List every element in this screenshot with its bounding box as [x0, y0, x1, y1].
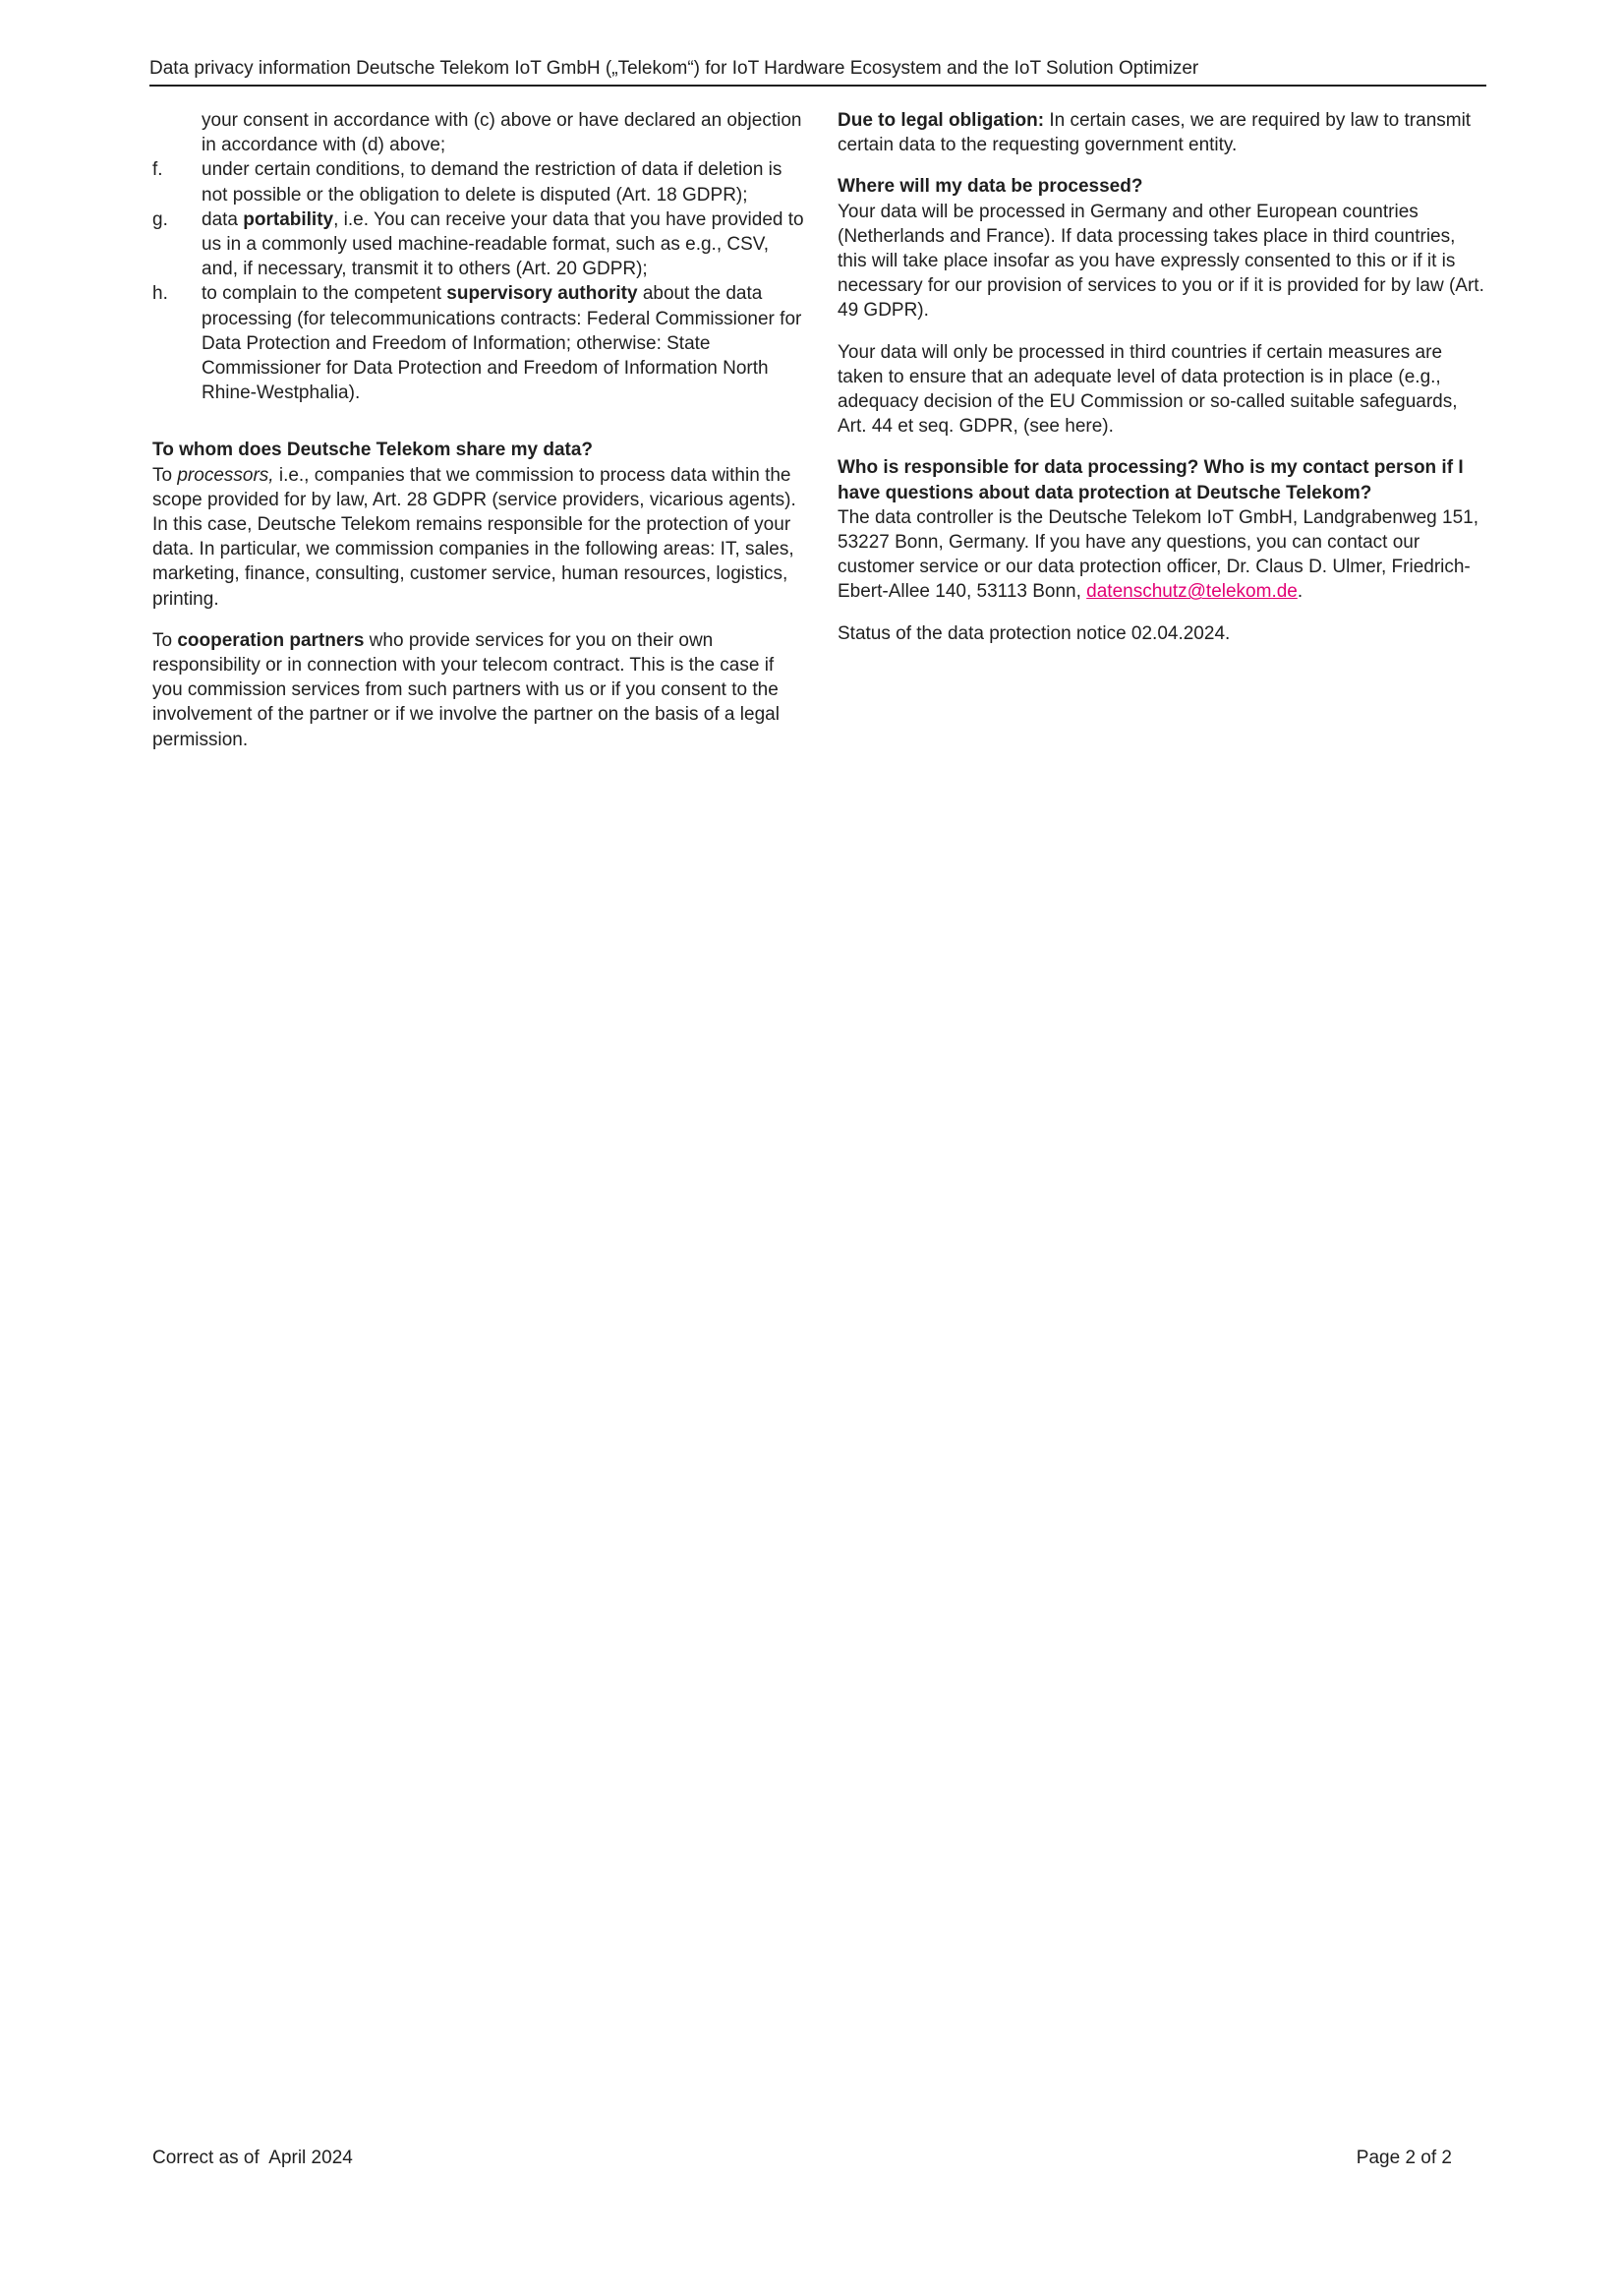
document-title: Data privacy information Deutsche Telekom IoT GmbH („Telekom“) for IoT Hardware Ecosystem and the IoT Solution Optimizer: [149, 58, 1199, 79]
list-letter: f.: [152, 159, 163, 181]
responsible-paragraph: The data controller is the Deutsche Telekom IoT GmbH, Landgrabenweg 151, 53227 Bonn, Germany. If you have any questions, you can contact our customer service or our data protection officer, Dr. Claus D. Ulmer, Friedrich-Ebert-Allee 140, 53113 Bonn, datenschutz@telekom.de.: [838, 506, 1479, 603]
page-footer: [152, 2145, 1452, 2172]
cooperation-paragraph: To cooperation partners who provide services for you on their own responsibility or in connection with your telecom contract. This is the case if you commission services from such partners with us or if you consent to the involvement of the partner or if we involve the partner on the basis of a legal permission.: [152, 629, 780, 750]
rights-list-item-h: [152, 281, 806, 405]
status-paragraph: Status of the data protection notice 02.04.2024.: [838, 622, 1231, 644]
rights-continuation: your consent in accordance with (c) above or have declared an objection in accordance with (d) above;: [202, 110, 802, 156]
right-column: [838, 108, 1486, 663]
where-paragraph: Your data will be processed in Germany and other European countries (Netherlands and France). If data processing takes place in third countries, this will take place insofar as you have expressly consented to this or if it is necessary for our provision of services to you or if it is provided for by law (Art. 49 GDPR).: [838, 201, 1484, 322]
where-heading: Where will my data be processed?: [838, 176, 1143, 198]
list-text: to complain to the competent supervisory authority about the data processing (for telecommunications contracts: Federal Commissioner for Data Protection and Freedom of Information; otherwise: State Commissioner for Data Protection and Freedom of Information North Rhine-Westphalia).: [202, 283, 802, 404]
responsible-heading: Who is responsible for data processing? Who is my contact person if I have questions about data protection at Deutsche Telekom?: [838, 457, 1464, 503]
footer-date: Correct as of April 2024: [152, 2148, 353, 2168]
legal-obligation-paragraph: Due to legal obligation: In certain cases, we are required by law to transmit certain data to the requesting government entity.: [838, 110, 1472, 156]
page-header: [149, 55, 1486, 87]
list-letter: h.: [152, 283, 168, 305]
page-number: Page 2 of 2: [1356, 2148, 1452, 2168]
processors-paragraph: To processors, i.e., companies that we commission to process data within the scope provided for by law, Art. 28 GDPR (service providers, vicarious agents). In this case, Deutsche Telekom remains responsible for the protection of your data. In particular, we commission companies in the following areas: IT, sales, marketing, finance, consulting, customer service, human resources, logistics, printing.: [152, 464, 796, 610]
email-link[interactable]: datenschutz@telekom.de: [1086, 581, 1298, 603]
rights-list-item-g: [152, 207, 806, 282]
list-letter: g.: [152, 208, 168, 230]
third-countries-paragraph: Your data will only be processed in third countries if certain measures are taken to ensure that an adequate level of data protection is in place (e.g., adequacy decision of the EU Commission or so-called suitable safeguards, Art. 44 et seq. GDPR, (see here).: [838, 341, 1458, 438]
left-column: [152, 108, 806, 769]
list-text: data portability, i.e. You can receive your data that you have provided to us in a commonly used machine-readable format, such as e.g., CSV, and, if necessary, transmit it to others (Art. 20 GDPR);: [202, 208, 804, 280]
rights-list-item-f: [152, 157, 806, 206]
share-heading: To whom does Deutsche Telekom share my data?: [152, 440, 594, 461]
list-text: under certain conditions, to demand the restriction of data if deletion is not possible or the obligation to delete is disputed (Art. 18 GDPR);: [202, 159, 782, 206]
